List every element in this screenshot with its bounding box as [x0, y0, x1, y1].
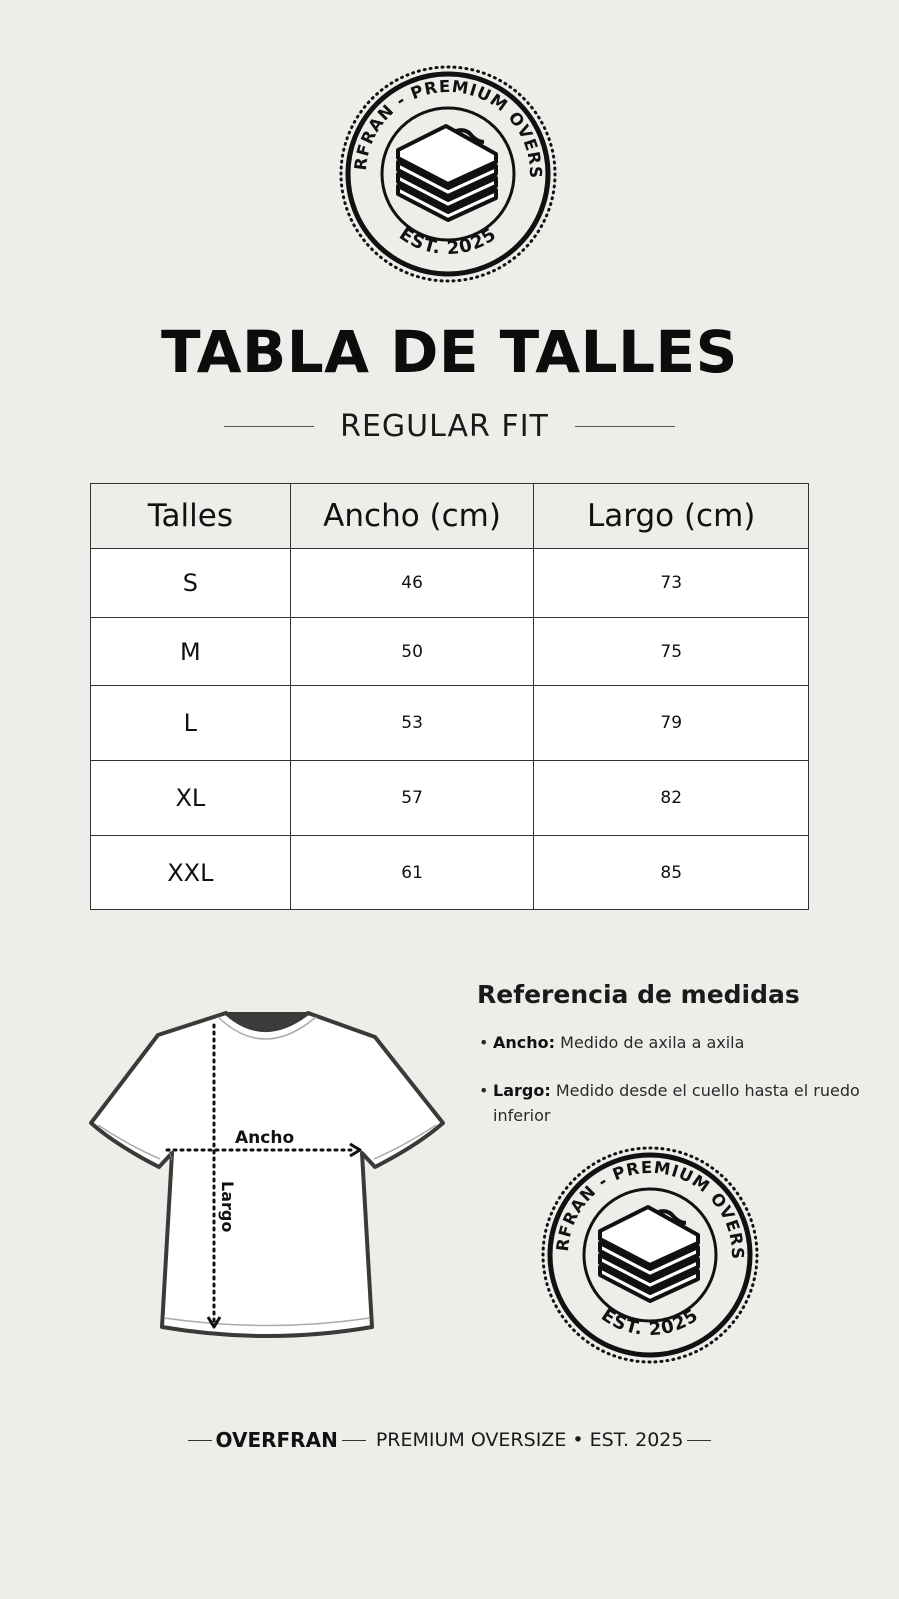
seal-est-text: EST. 2025	[597, 1304, 703, 1341]
footer	[0, 1428, 899, 1452]
header-ancho: Ancho (cm)	[290, 484, 534, 549]
brand-logo-bottom	[540, 1145, 760, 1365]
folded-shirts-stack-icon	[600, 1207, 698, 1301]
table-row	[91, 618, 809, 686]
page-subtitle: REGULAR FIT	[340, 408, 549, 444]
divider-right	[575, 426, 675, 427]
brand-seal	[338, 64, 558, 284]
ancho-cell: 53	[290, 686, 534, 761]
largo-cell: 73	[534, 549, 809, 618]
reference-key: Ancho:	[493, 1033, 556, 1052]
ancho-label: Ancho	[235, 1128, 295, 1148]
table-row	[91, 549, 809, 618]
seal-ring-text: RFRAN - PREMIUM OVERS	[350, 76, 546, 180]
table-row	[91, 836, 809, 910]
size-cell: S	[91, 549, 291, 618]
brand-seal	[540, 1145, 760, 1365]
largo-cell: 79	[534, 686, 809, 761]
tshirt-measurement-diagram	[88, 1005, 448, 1350]
size-cell: L	[91, 686, 291, 761]
size-cell: M	[91, 618, 291, 686]
ancho-cell: 57	[290, 761, 534, 836]
seal-ring-text: RFRAN - PREMIUM OVERS	[552, 1157, 748, 1261]
largo-cell: 85	[534, 836, 809, 910]
svg-text:EST. 2025	[597, 1305, 702, 1341]
largo-cell: 75	[534, 618, 809, 686]
table-row	[91, 686, 809, 761]
ancho-cell: 46	[290, 549, 534, 618]
largo-label: Largo	[218, 1181, 237, 1233]
bullet-icon: •	[479, 1081, 489, 1100]
size-cell: XXL	[91, 836, 291, 910]
largo-cell: 82	[534, 761, 809, 836]
size-cell: XL	[91, 761, 291, 836]
folded-shirts-stack-icon	[398, 126, 496, 220]
subtitle-row	[0, 404, 899, 448]
footer-divider	[687, 1440, 711, 1441]
reference-title: Referencia de medidas	[477, 980, 800, 1009]
reference-item-ancho	[479, 1030, 863, 1055]
svg-text:EST. 2025	[395, 224, 500, 260]
footer-tagline: PREMIUM OVERSIZE • EST. 2025	[375, 1429, 684, 1451]
ancho-cell: 61	[290, 836, 534, 910]
header-largo: Largo (cm)	[534, 484, 809, 549]
tshirt-icon	[88, 1005, 448, 1350]
divider-left	[224, 426, 314, 427]
footer-divider	[188, 1440, 212, 1441]
footer-divider	[342, 1440, 366, 1441]
reference-item-largo	[479, 1078, 863, 1128]
brand-logo-top	[338, 64, 558, 284]
table-header-row	[91, 484, 809, 549]
reference-text: Medido de axila a axila	[560, 1033, 745, 1052]
reference-text: Medido desde el cuello hasta el ruedo inferior	[493, 1081, 860, 1125]
footer-brand: OVERFRAN	[215, 1428, 338, 1452]
seal-est-text: EST. 2025	[395, 223, 501, 260]
size-table	[90, 483, 809, 910]
ancho-cell: 50	[290, 618, 534, 686]
reference-key: Largo:	[493, 1081, 551, 1100]
page-title: TABLA DE TALLES	[161, 318, 738, 386]
bullet-icon: •	[479, 1033, 489, 1052]
header-talles: Talles	[91, 484, 291, 549]
table-row	[91, 761, 809, 836]
